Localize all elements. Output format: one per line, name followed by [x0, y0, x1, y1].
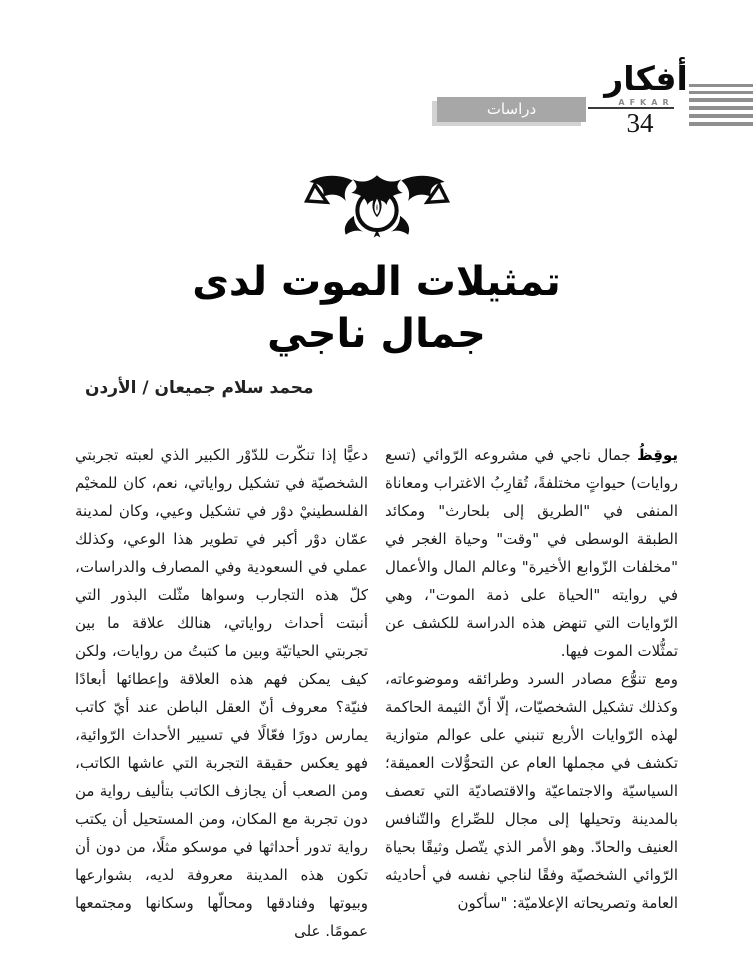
magazine-logo-latin: AFKAR — [618, 97, 674, 107]
magazine-logo-arabic: أفكار — [604, 59, 688, 98]
stripe — [689, 84, 753, 87]
article-title-line1: تمثيلات الموت لدى — [192, 259, 561, 305]
paragraph-lead-word: يوقِظُ — [637, 446, 678, 464]
magazine-logo — [600, 59, 692, 107]
stripes-decoration-icon — [689, 84, 753, 130]
arabesque-ornament-icon — [289, 170, 465, 240]
article-title — [0, 256, 753, 360]
paragraph-text: جمال ناجي في مشروعه الرّوائي (تسع روايات) حيواتٍ مختلفةً، تُقارِبُ الاغتراب ومعاناة المنفى في "الطريق إلى بلحارث" ومكائد الطبقة الوسطى في "وقت" وحياة الغجر في "مخلفات الزّوابع الأخيرة" وعالم المال والأعمال في روايته "الحياة على ذمة الموت"، وهي الرّوايات التي تنهض هذه الدراسة للكشف عن تمثُّلات الموت فيها. — [385, 446, 678, 660]
stripe — [689, 106, 753, 110]
page-number: 34 — [626, 108, 654, 138]
article-body — [75, 441, 678, 945]
paragraph — [385, 441, 678, 665]
author-byline: محمد سلام جميعان / الأردن — [85, 378, 314, 398]
article-title-line2: جمال ناجي — [267, 311, 486, 357]
stripe — [689, 91, 753, 94]
body-column-left — [75, 441, 368, 945]
paragraph: ومع تنوُّع مصادر السرد وطرائقه وموضوعاته، وكذلك تشكيل الشخصيّات، إلّا أنّ الثيمة الحاكمة لهذه الرّوايات الأربع تنبني على عوالم متوازية تكشف في مجملها العام عن التحوُّلات العميقة؛ السياسيّة والاجتماعيّة والاقتصاديّة التي تعصف بالمدينة وتحيلها إلى مجال للصِّراع والتّنافس العنيف والحادّ. وهو الأمر الذي يتّصل وثيقًا بحياة الرّوائي الشخصيّة وفقًا لناجي نفسه في أحاديثه العامة وتصريحاته الإعلاميّة: "سأكون — [385, 670, 678, 912]
section-label-bar: دراسات — [437, 97, 586, 122]
stripe — [689, 122, 753, 126]
body-column-right — [385, 441, 678, 945]
stripe — [689, 114, 753, 118]
paragraph: دعيًّا إذا تنكّرت للدّوْر الكبير الذي لعبته تجربتي الشخصيّة في تشكيل رواياتي، نعم، كان للمخيْم الفلسطينيْ دوْر في تشكيل وعيي، وكان لمدينة عمّان دوْر أكبر في تطوير هذا الوعي، وكذلك عملي في السعودية وفي المصارف والدراسات، كلّ هذه التجارب وسواها مثّلت البذور التي أنبتت أحداث رواياتي، هنالك علاقة ما بين تجربتي الحياتيّة وبين ما كتبتُ من روايات، ولكن كيف يمكن فهم هذه العلاقة وإعطائها أبعادًا فنيّة؟ معروف أنّ العقل الباطن عند أيّ كاتب يمارس دورًا فعّالًا في تسيير الأحداث الرّوائية، فهو يعكس حقيقة التجربة التي عاشها الكاتب، ومن الصعب أن يجازف الكاتب بتأليف رواية من دون تجربة مع المكان، ومن المستحيل أن يكتب رواية تدور أحداثها في موسكو مثلًا، من دون أن تكون هذه المدينة معروفة لديه، بشوارعها وبيوتها وفنادقها ومحالّها وسكانها ومجتمعها عمومًا. على — [75, 446, 368, 940]
stripe — [689, 98, 753, 102]
